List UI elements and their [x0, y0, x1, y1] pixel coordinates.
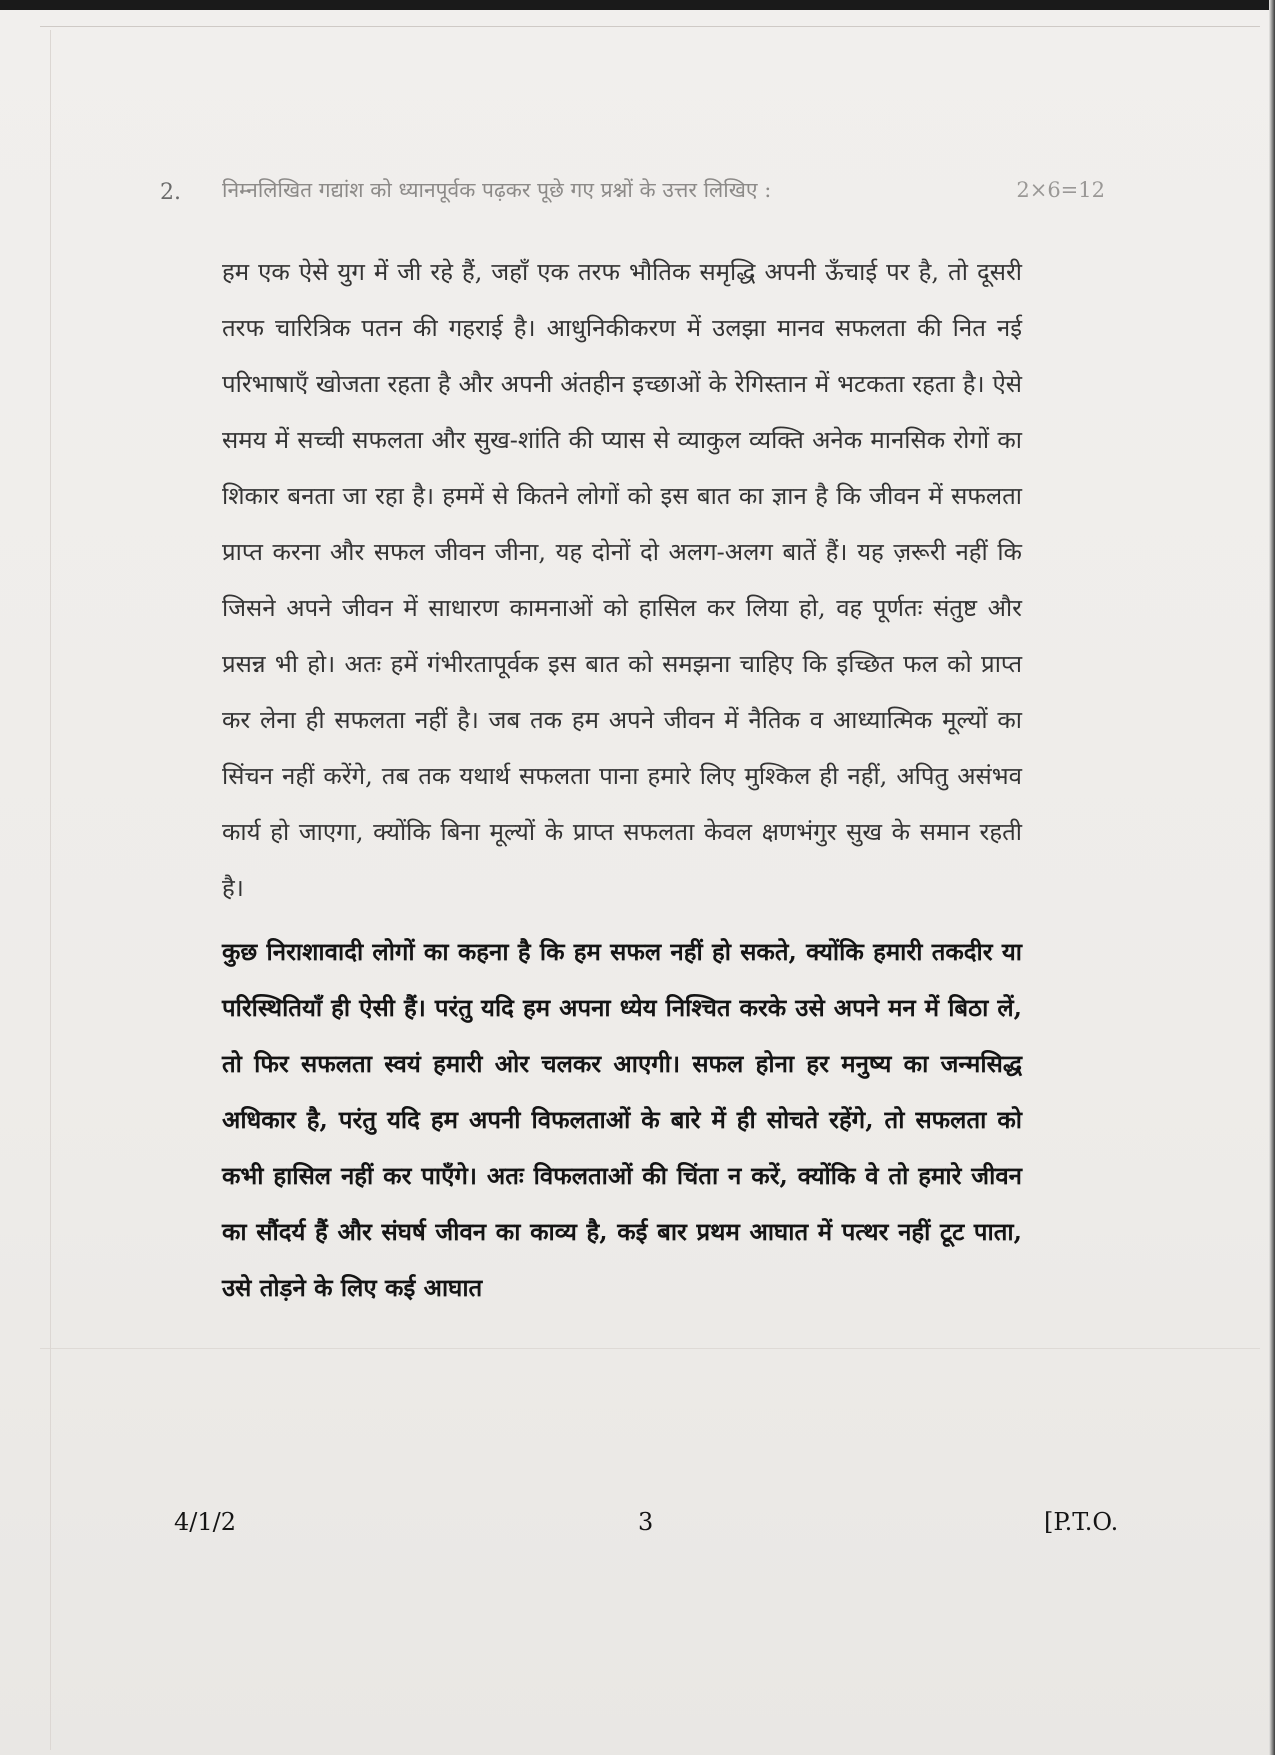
passage-paragraph-2: कुछ निराशावादी लोगों का कहना है कि हम सफल नहीं हो सकते, क्योंकि हमारी तकदीर या परिस्थितियाँ ही ऐसी हैं। परंतु यदि हम अपना ध्येय निश्चित करके उसे अपने मन में बिठा लें, तो फिर सफलता स्वयं हमारी ओर चलकर आएगी। सफल होना हर मनुष्य का जन्मसिद्ध अधिकार है, परंतु यदि हम अपनी विफलताओं के बारे में ही सोचते रहेंगे, तो सफलता को कभी हासिल नहीं कर पाएँगे। अतः विफलताओं की चिंता न करें, क्योंकि वे तो हमारे जीवन का सौंदर्य हैं और संघर्ष जीवन का काव्य है, कई बार प्रथम आघात में पत्थर नहीं टूट पाता, उसे तोड़ने के लिए कई आघात — [222, 937, 1022, 1302]
question-header — [160, 176, 1105, 210]
page-rule — [40, 1348, 1260, 1349]
please-turn-over: [P.T.O. — [1044, 1508, 1119, 1536]
question-instruction: निम्नलिखित गद्यांश को ध्यानपूर्वक पढ़कर पूछे गए प्रश्नों के उत्तर लिखिए : — [222, 178, 772, 202]
page-number: 3 — [638, 1508, 654, 1536]
scan-edge-right — [1269, 0, 1275, 1755]
question-number: 2. — [160, 180, 181, 205]
page-margin-line — [50, 30, 51, 1750]
scan-edge-top — [0, 0, 1275, 10]
question-marks: 2×6=12 — [1016, 178, 1105, 202]
page-rule — [40, 26, 1260, 27]
paper-code: 4/1/2 — [174, 1508, 236, 1536]
passage — [222, 244, 1022, 1316]
passage-paragraph-1: हम एक ऐसे युग में जी रहे हैं, जहाँ एक तरफ भौतिक समृद्धि अपनी ऊँचाई पर है, तो दूसरी तरफ चारित्रिक पतन की गहराई है। आधुनिकीकरण में उलझा मानव सफलता की नित नई परिभाषाएँ खोजता रहता है और अपनी अंतहीन इच्छाओं के रेगिस्तान में भटकता रहता है। ऐसे समय में सच्ची सफलता और सुख-शांति की प्यास से व्याकुल व्यक्ति अनेक मानसिक रोगों का शिकार बनता जा रहा है। हममें से कितने लोगों को इस बात का ज्ञान है कि जीवन में सफलता प्राप्त करना और सफल जीवन जीना, यह दोनों दो अलग-अलग बातें हैं। यह ज़रूरी नहीं कि जिसने अपने जीवन में साधारण कामनाओं को हासिल कर लिया हो, वह पूर्णतः संतुष्ट और प्रसन्न भी हो। अतः हमें गंभीरतापूर्वक इस बात को समझना चाहिए कि इच्छित फल को प्राप्त कर लेना ही सफलता नहीं है। जब तक हम अपने जीवन में नैतिक व आध्यात्मिक मूल्यों का सिंचन नहीं करेंगे, तब तक यथार्थ सफलता पाना हमारे लिए मुश्किल ही नहीं, अपितु असंभव कार्य हो जाएगा, क्योंकि बिना मूल्यों के प्राप्त सफलता केवल क्षणभंगुर सुख के समान रहती है। — [222, 258, 1022, 902]
